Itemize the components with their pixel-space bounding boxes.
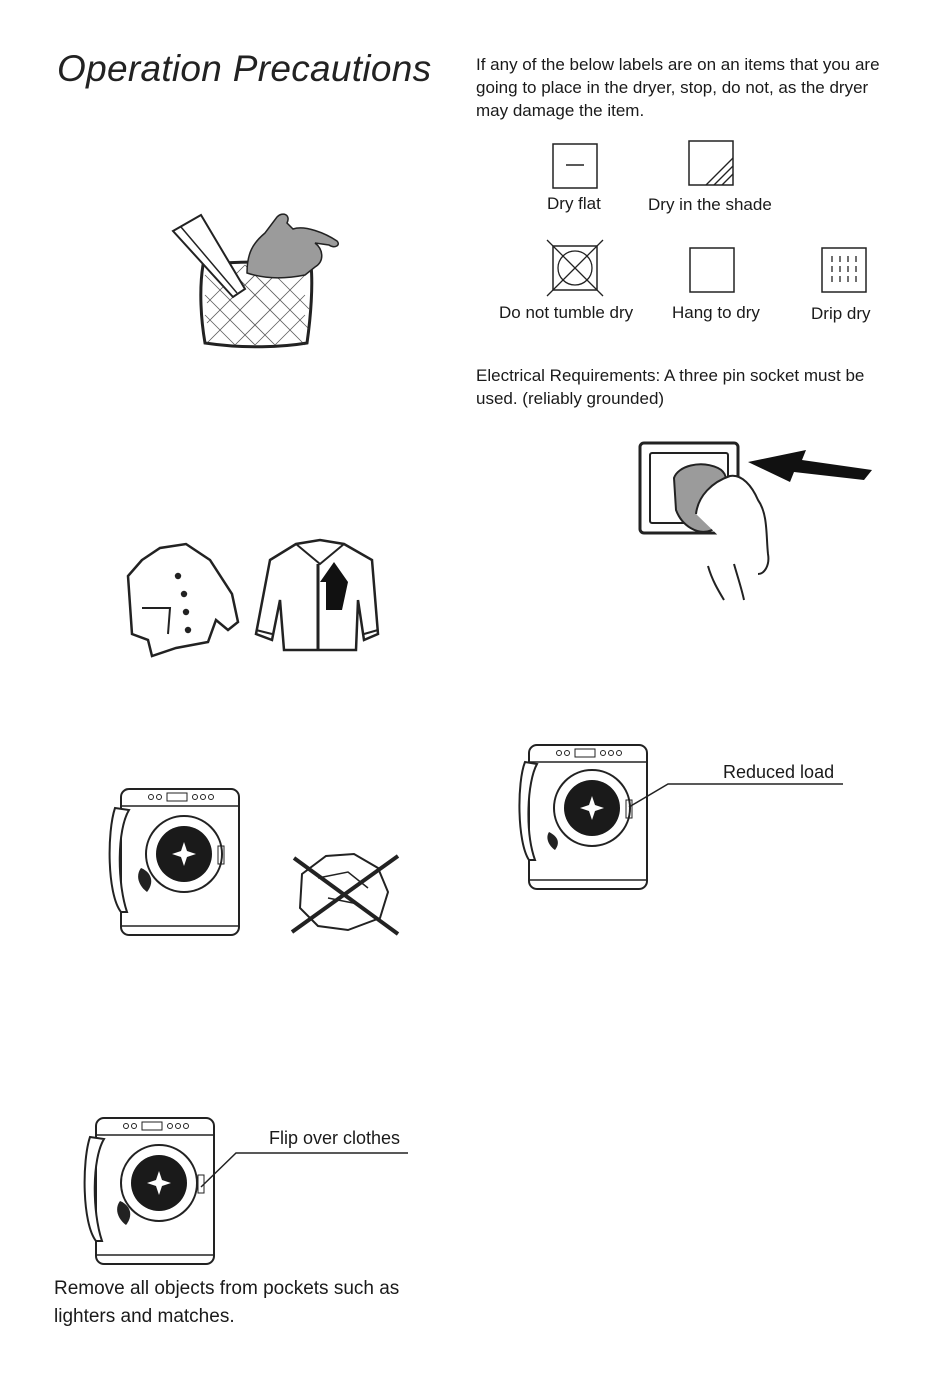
care-label-text: Do not tumble dry — [499, 303, 634, 322]
dryer-reduced-load-illustration — [515, 742, 655, 892]
reduced-load-leader-line — [628, 783, 844, 808]
dry-flat-icon — [552, 143, 598, 189]
hang-to-dry-icon — [689, 247, 735, 293]
pile-of-clothes-crossed-icon — [288, 848, 403, 938]
care-label-text: Drip dry — [811, 304, 871, 323]
intro-paragraph: If any of the below labels are on an items that you are going to place in the dryer, stop, do not, as the dryer may damage the item. — [476, 55, 880, 120]
glove-basket-illustration — [165, 205, 345, 355]
page-title: Operation Precautions — [57, 48, 432, 89]
drip-dry-icon — [821, 247, 867, 293]
flip-over-clothes-leader-line — [200, 1152, 410, 1188]
care-label-text: Dry flat — [547, 194, 601, 213]
care-label-text: Hang to dry — [672, 303, 760, 322]
reduced-load-label: Reduced load — [723, 762, 835, 782]
shirts-illustration — [120, 530, 385, 660]
dryer-illustration — [105, 786, 245, 938]
pockets-warning-text: Remove all objects from pockets such as lighters and matches. — [54, 1278, 400, 1327]
socket-illustration — [638, 440, 878, 605]
dryer-flip-clothes-illustration — [80, 1115, 220, 1267]
do-not-tumble-dry-icon — [551, 244, 599, 292]
dry-in-shade-icon — [688, 140, 734, 186]
care-label-text: Dry in the shade — [648, 195, 772, 214]
flip-over-clothes-label: Flip over clothes — [269, 1128, 401, 1148]
electrical-requirements-text: Electrical Requirements: A three pin socket must be used. (reliably grounded) — [476, 366, 865, 408]
